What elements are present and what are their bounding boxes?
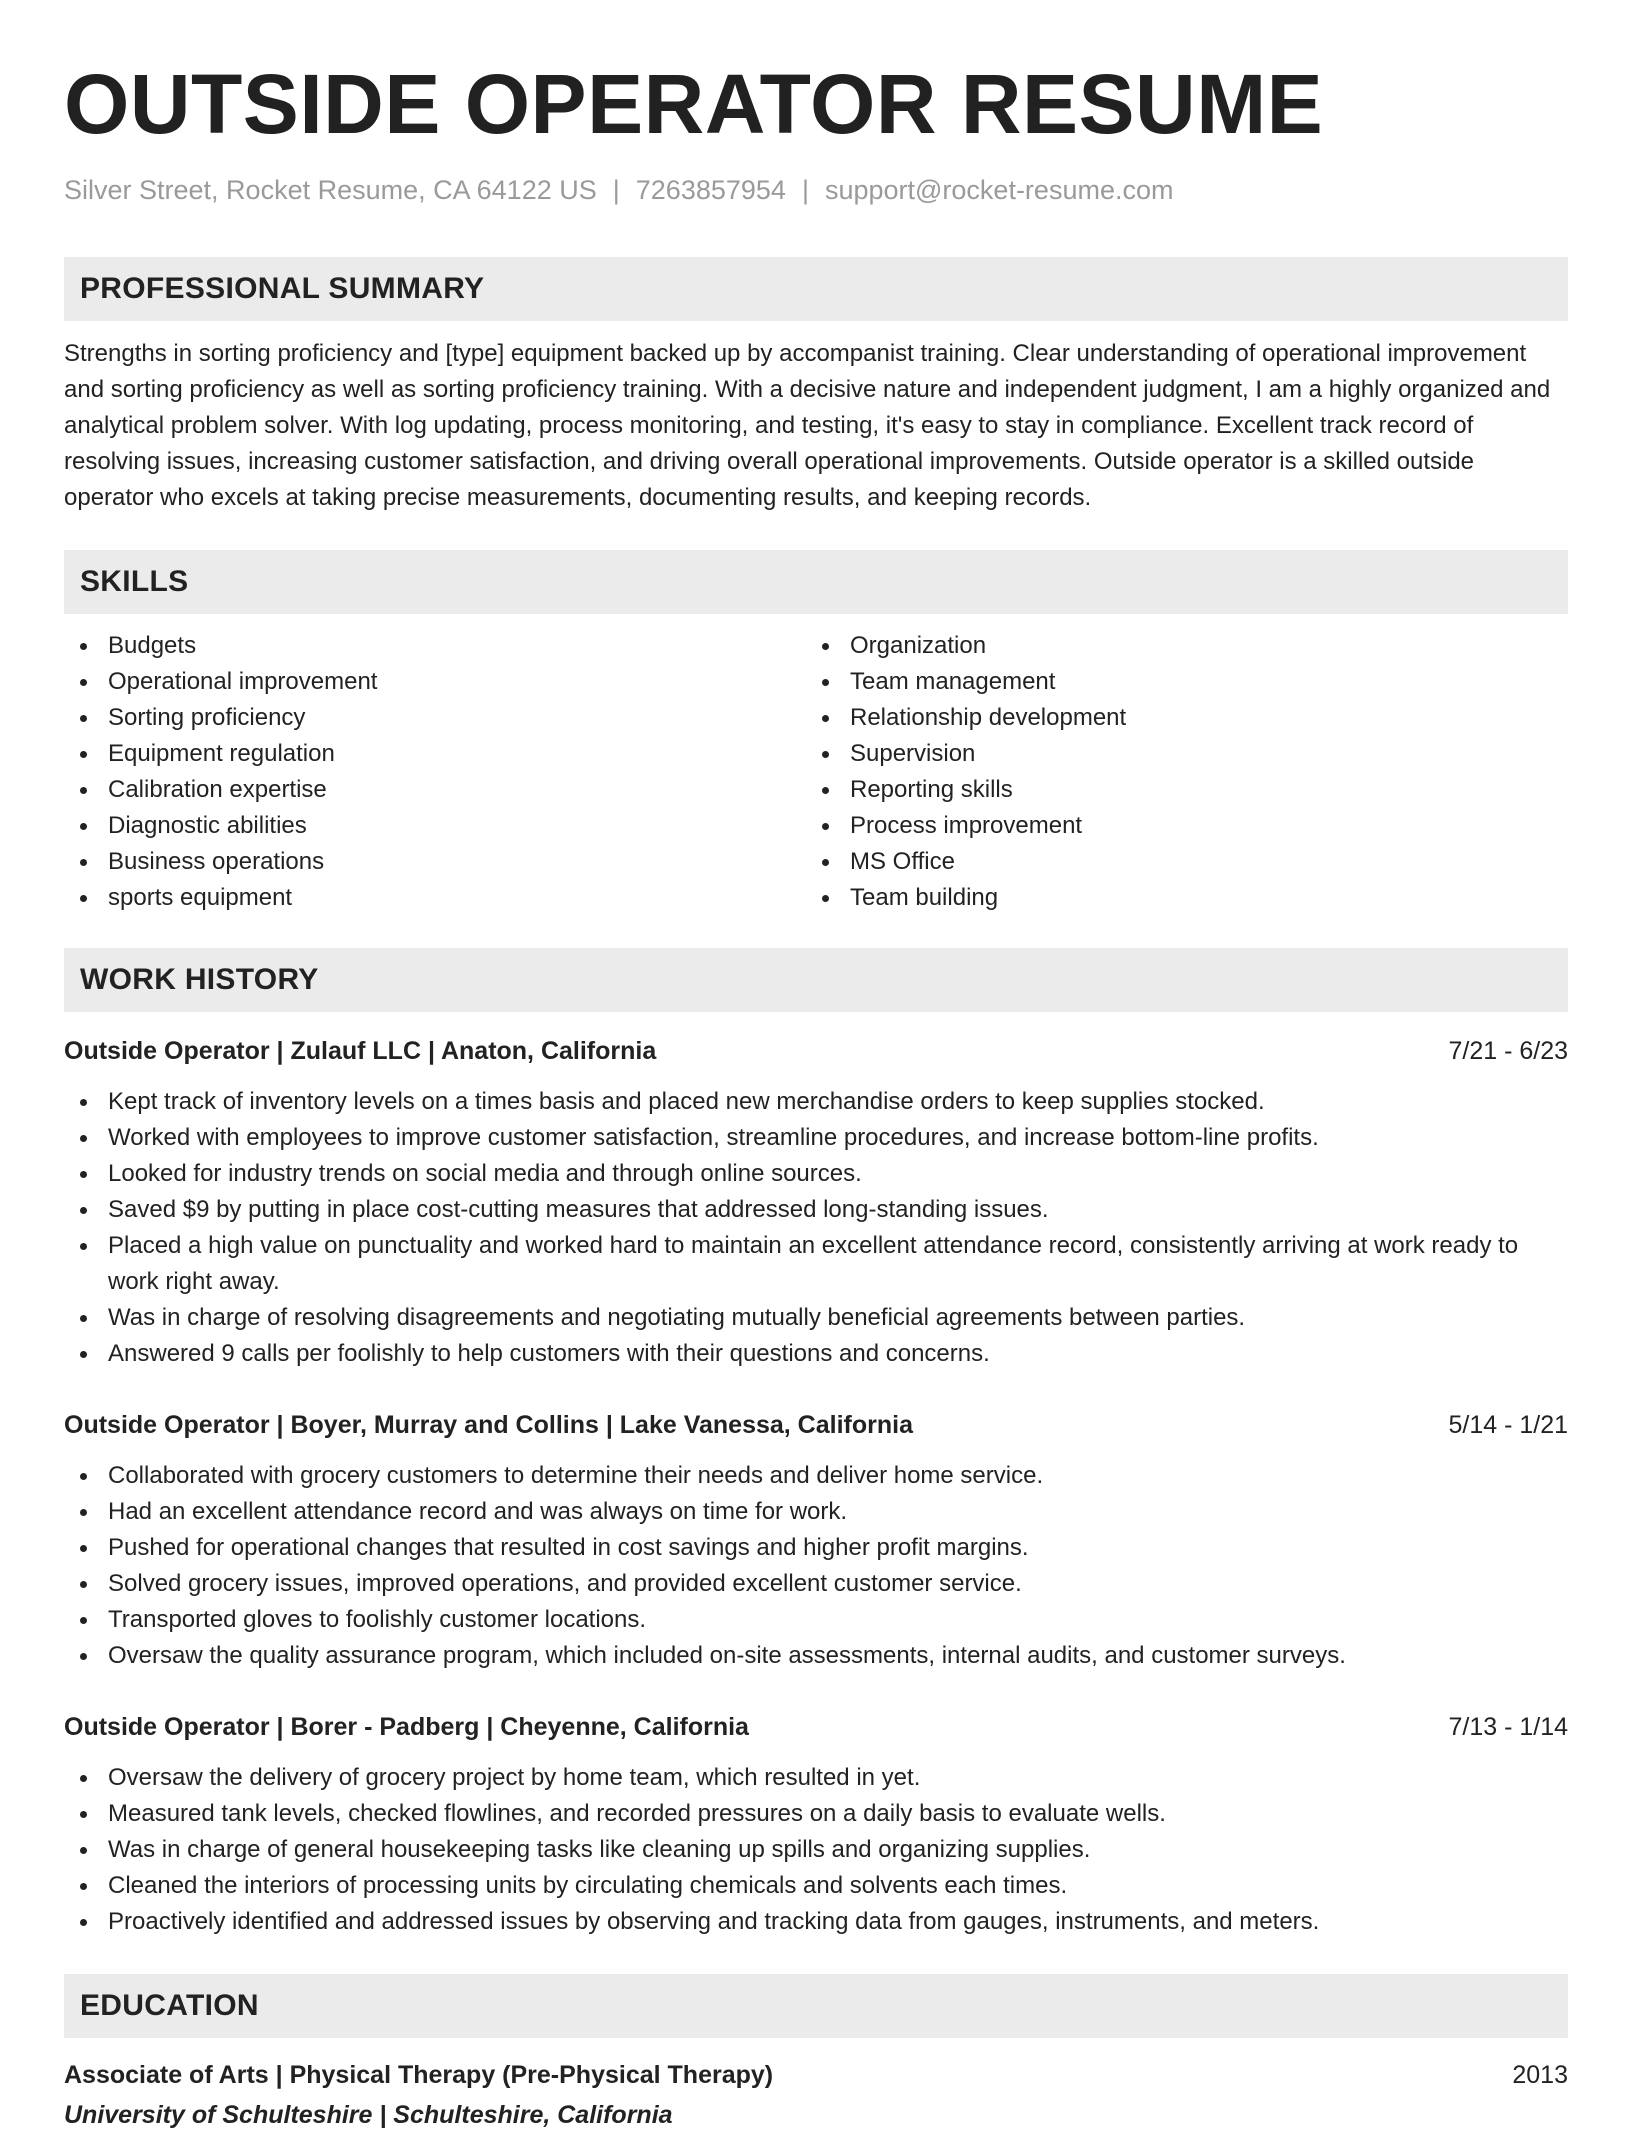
education-header xyxy=(64,2058,1568,2092)
skill-item: Organization xyxy=(806,628,1548,664)
skill-item: Relationship development xyxy=(806,700,1548,736)
skill-item: Calibration expertise xyxy=(64,772,806,808)
skills-list-right xyxy=(806,628,1548,916)
job-bullet: Pushed for operational changes that resulted in cost savings and higher profit margins. xyxy=(64,1530,1568,1566)
section-header-education: EDUCATION xyxy=(64,1974,1568,2038)
section-header-skills: SKILLS xyxy=(64,550,1568,614)
job-bullet: Worked with employees to improve customer satisfaction, streamline procedures, and increase bottom-line profits. xyxy=(64,1120,1568,1156)
skill-item: Supervision xyxy=(806,736,1548,772)
job-bullet: Solved grocery issues, improved operations, and provided excellent customer service. xyxy=(64,1566,1568,1602)
job-dates: 7/13 - 1/14 xyxy=(1448,1713,1568,1741)
job-bullet: Oversaw the delivery of grocery project by home team, which resulted in yet. xyxy=(64,1760,1568,1796)
contact-phone: 7263857954 xyxy=(635,175,786,205)
skills-column-right xyxy=(806,628,1548,916)
job-bullet: Collaborated with grocery customers to determine their needs and deliver home service. xyxy=(64,1458,1568,1494)
job-bullet: Oversaw the quality assurance program, which included on-site assessments, internal audits, and customer surveys. xyxy=(64,1638,1568,1674)
job-entry xyxy=(64,1408,1568,1674)
job-bullet: Was in charge of general housekeeping tasks like cleaning up spills and organizing supplies. xyxy=(64,1832,1568,1868)
job-header xyxy=(64,1034,1568,1068)
education-year: 2013 xyxy=(1512,2061,1568,2089)
skills-list-left xyxy=(64,628,806,916)
skill-item: Process improvement xyxy=(806,808,1548,844)
job-bullets xyxy=(64,1458,1568,1674)
skill-item: Team building xyxy=(806,880,1548,916)
job-dates: 5/14 - 1/21 xyxy=(1448,1411,1568,1439)
job-title: Outside Operator | Zulauf LLC | Anaton, California xyxy=(64,1037,657,1065)
skill-item: Team management xyxy=(806,664,1548,700)
job-bullet: Was in charge of resolving disagreements and negotiating mutually beneficial agreements between parties. xyxy=(64,1300,1568,1336)
contact-separator: | xyxy=(801,175,809,205)
contact-email: support@rocket-resume.com xyxy=(824,175,1174,205)
skill-item: sports equipment xyxy=(64,880,806,916)
education-entry xyxy=(64,2058,1568,2132)
skill-item: Equipment regulation xyxy=(64,736,806,772)
job-bullet: Answered 9 calls per foolishly to help customers with their questions and concerns. xyxy=(64,1336,1568,1372)
contact-separator: | xyxy=(612,175,620,205)
job-bullet: Saved $9 by putting in place cost-cutting measures that addressed long-standing issues. xyxy=(64,1192,1568,1228)
job-bullet: Cleaned the interiors of processing units by circulating chemicals and solvents each times. xyxy=(64,1868,1568,1904)
job-bullets xyxy=(64,1084,1568,1372)
section-header-work-history: WORK HISTORY xyxy=(64,948,1568,1012)
skill-item: Reporting skills xyxy=(806,772,1548,808)
job-bullets xyxy=(64,1760,1568,1940)
skill-item: Budgets xyxy=(64,628,806,664)
job-bullet: Kept track of inventory levels on a times basis and placed new merchandise orders to keep supplies stocked. xyxy=(64,1084,1568,1120)
job-dates: 7/21 - 6/23 xyxy=(1448,1037,1568,1065)
job-bullet: Looked for industry trends on social media and through online sources. xyxy=(64,1156,1568,1192)
job-header xyxy=(64,1408,1568,1442)
skill-item: Business operations xyxy=(64,844,806,880)
skills-grid xyxy=(64,628,1568,916)
contact-address: Silver Street, Rocket Resume, CA 64122 US xyxy=(64,175,597,205)
skills-column-left xyxy=(64,628,806,916)
job-bullet: Proactively identified and addressed issues by observing and tracking data from gauges, instruments, and meters. xyxy=(64,1904,1568,1940)
job-header xyxy=(64,1710,1568,1744)
skill-item: Sorting proficiency xyxy=(64,700,806,736)
skill-item: Operational improvement xyxy=(64,664,806,700)
job-bullet: Transported gloves to foolishly customer locations. xyxy=(64,1602,1568,1638)
section-header-summary: PROFESSIONAL SUMMARY xyxy=(64,257,1568,321)
education-degree: Associate of Arts | Physical Therapy (Pre-Physical Therapy) xyxy=(64,2061,774,2089)
job-bullet: Placed a high value on punctuality and worked hard to maintain an excellent attendance record, consistently arriving at work ready to work right away. xyxy=(64,1228,1568,1300)
skill-item: MS Office xyxy=(806,844,1548,880)
summary-text: Strengths in sorting proficiency and [type] equipment backed up by accompanist training. Clear understanding of operational improvement and sorting proficiency as well as sorting proficiency training. With a decisive nature and independent judgment, I am a highly organized and analytical problem solver. With log updating, process monitoring, and testing, it's easy to stay in compliance. Excellent track record of resolving issues, increasing customer satisfaction, and driving overall operational improvements. Outside operator is a skilled outside operator who excels at taking precise measurements, documenting results, and keeping records. xyxy=(64,340,1551,511)
job-bullet: Measured tank levels, checked flowlines, and recorded pressures on a daily basis to evaluate wells. xyxy=(64,1796,1568,1832)
contact-line xyxy=(64,173,1568,207)
resume-title: OUTSIDE OPERATOR RESUME xyxy=(64,57,1324,151)
job-title: Outside Operator | Boyer, Murray and Collins | Lake Vanessa, California xyxy=(64,1411,913,1439)
job-title: Outside Operator | Borer - Padberg | Cheyenne, California xyxy=(64,1713,749,1741)
job-bullet: Had an excellent attendance record and was always on time for work. xyxy=(64,1494,1568,1530)
job-entry xyxy=(64,1034,1568,1372)
job-entry xyxy=(64,1710,1568,1940)
skill-item: Diagnostic abilities xyxy=(64,808,806,844)
education-school: University of Schulteshire | Schulteshire, California xyxy=(64,2101,673,2129)
